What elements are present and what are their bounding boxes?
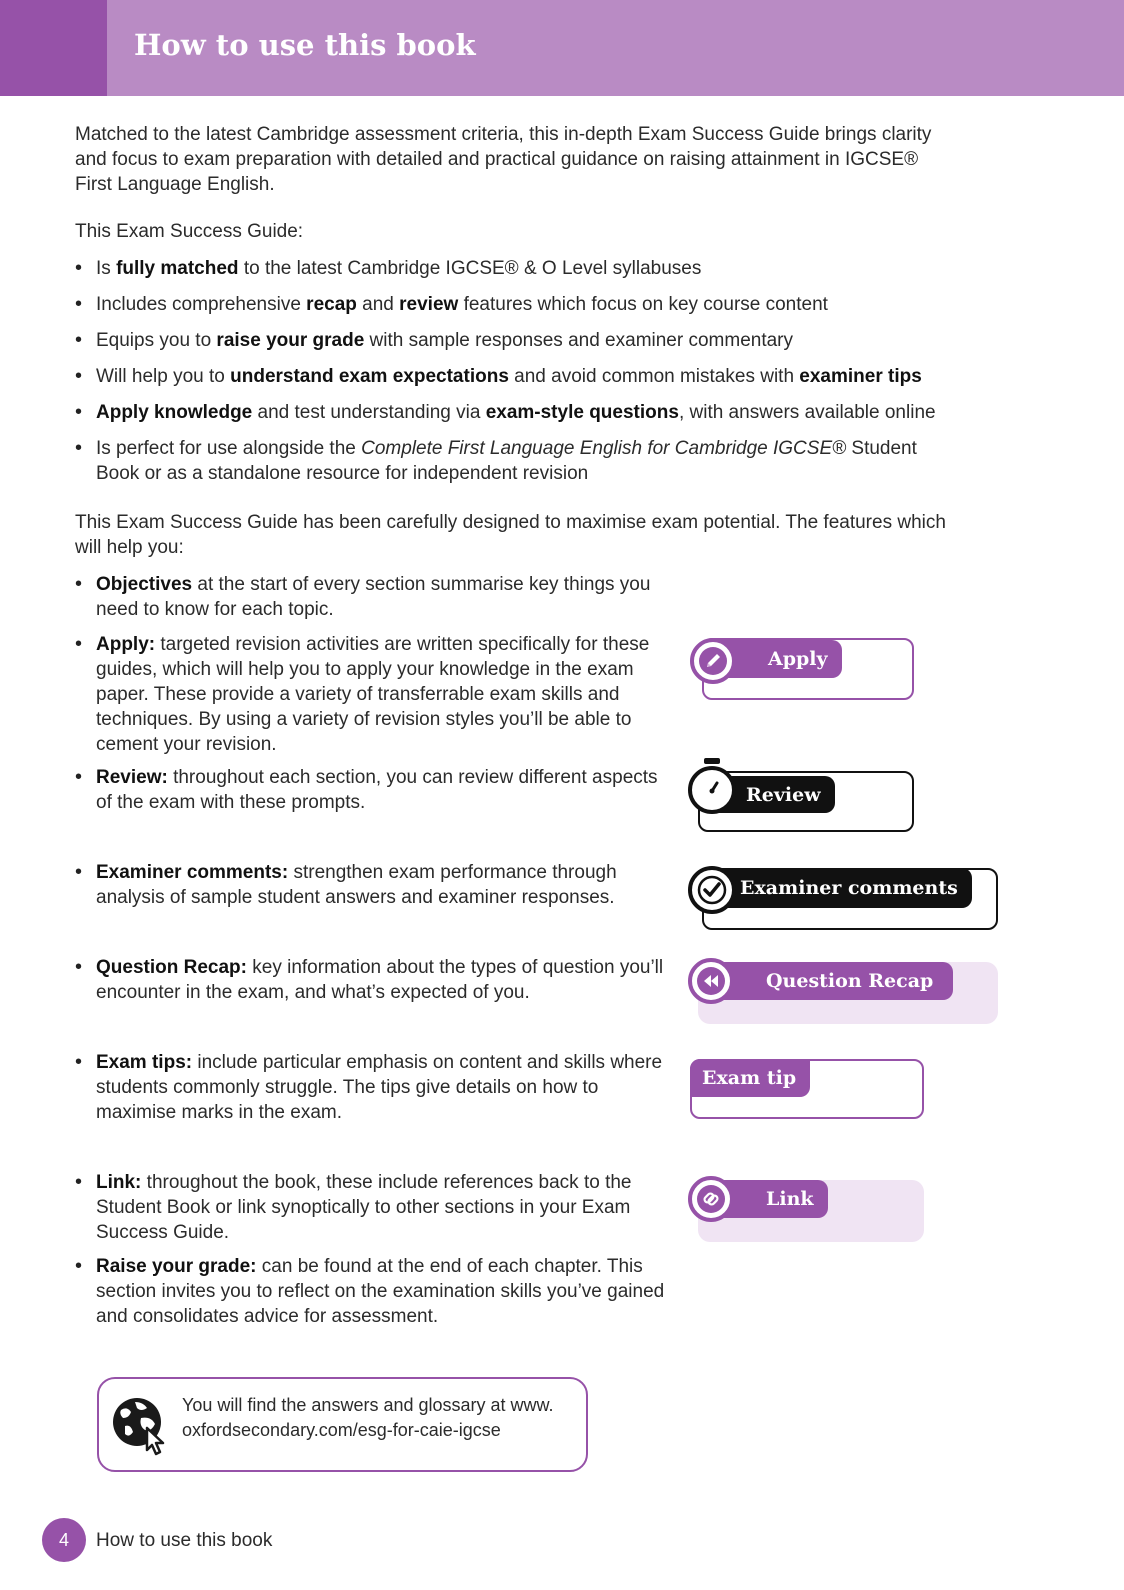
- intro-section: [75, 122, 955, 582]
- list-item: • Is perfect for use alongside the Complete First Language English for Cambridge IGCSE® Student Book or as a standalone resource for independent revision: [75, 436, 955, 486]
- list-intro: This Exam Success Guide:: [75, 221, 304, 242]
- link-icon: [688, 1176, 734, 1222]
- feature-raise-your-grade: • Raise your grade: can be found at the end of each chapter. This section invites you to reflect on the examination skills you’ve gained and consolidates advice for assessment.: [75, 1254, 665, 1329]
- review-label: Review: [708, 776, 835, 813]
- feature-link: • Link: throughout the book, these include references back to the Student Book or link synoptically to other sections in your Exam Success Guide.: [75, 1170, 665, 1245]
- feature-question-recap: • Question Recap: key information about the types of question you’ll encounter in the exam, and what’s expected of you.: [75, 955, 665, 1005]
- feature-apply: • Apply: targeted revision activities are written specifically for these guides, which will help you to apply your knowledge in the exam paper. These provide a variety of transferrable exam skills and techniques. By using a variety of revision styles you’ll be able to cement your revision.: [75, 632, 665, 757]
- tip-label: Exam tip: [690, 1059, 810, 1097]
- feature-review: • Review: throughout each section, you can review different aspects of the exam with these prompts.: [75, 765, 665, 815]
- feature-examiner-comments: • Examiner comments: strengthen exam performance through analysis of sample student answers and examiner responses.: [75, 860, 665, 910]
- answers-text: You will find the answers and glossary at www. oxfordsecondary.com/esg-for-caie-igcse: [182, 1395, 554, 1440]
- features-intro: This Exam Success Guide has been carefully designed to maximise exam potential. The features which will help you:: [75, 512, 946, 558]
- rewind-icon: [688, 958, 734, 1004]
- header-tab: [0, 0, 107, 96]
- footer-title: How to use this book: [96, 1530, 273, 1551]
- list-item: • Is fully matched to the latest Cambridge IGCSE® & O Level syllabuses: [75, 256, 955, 281]
- recap-label: Question Recap: [708, 962, 953, 1000]
- list-item: • Equips you to raise your grade with sample responses and examiner commentary: [75, 328, 955, 353]
- apply-label: Apply: [710, 640, 842, 678]
- intro-paragraph: Matched to the latest Cambridge assessment criteria, this in-depth Exam Success Guide brings clarity and focus to exam preparation with detailed and practical guidance on raising attainment in IGCSE® First Language English.: [75, 124, 932, 195]
- link-label: Link: [708, 1180, 828, 1218]
- page-title: How to use this book: [134, 28, 476, 62]
- list-item: • Will help you to understand exam expectations and avoid common mistakes with examiner tips: [75, 364, 955, 389]
- pencil-icon: [690, 638, 736, 684]
- list-item: • Apply knowledge and test understanding via exam-style questions, with answers available online: [75, 400, 955, 425]
- feature-objectives: • Objectives at the start of every section summarise key things you need to know for each topic.: [75, 572, 665, 622]
- list-item: • Includes comprehensive recap and review features which focus on key course content: [75, 292, 955, 317]
- guide-bullets: [75, 256, 955, 486]
- stopwatch-icon: [688, 766, 736, 814]
- stopwatch-crown: [704, 758, 720, 764]
- answers-callout: [97, 1377, 588, 1472]
- check-icon: [688, 866, 736, 914]
- globe-cursor-icon: [111, 1394, 169, 1461]
- feature-exam-tips: • Exam tips: include particular emphasis on content and skills where students commonly struggle. The tips give details on how to maximise marks in the exam.: [75, 1050, 665, 1125]
- page-number: 4: [42, 1518, 86, 1562]
- page-header: [0, 0, 1124, 96]
- examiner-label: Examiner comments: [712, 868, 972, 908]
